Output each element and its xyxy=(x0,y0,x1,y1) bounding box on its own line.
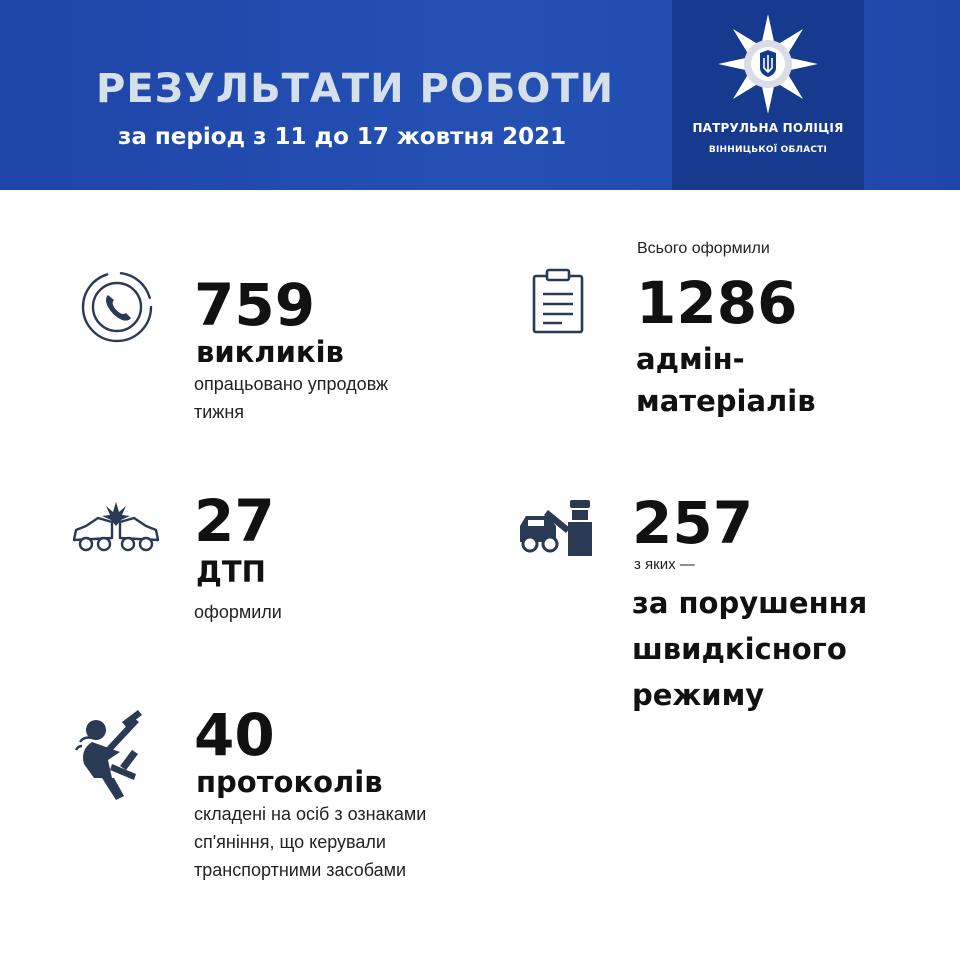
admin-unit: адмін- матеріалів xyxy=(636,342,816,418)
page-title: РЕЗУЛЬТАТИ РОБОТИ xyxy=(96,66,615,112)
speeding-value: 257 xyxy=(632,489,754,557)
drunk-description: складені на осіб з ознаками сп'яніння, що керували транспортними засобами xyxy=(194,804,427,880)
car-crash-icon xyxy=(70,500,162,560)
police-star-emblem-icon xyxy=(716,12,820,116)
calls-unit: викликів xyxy=(196,335,344,369)
speeding-detail: за порушення швидкісного режиму xyxy=(632,586,868,712)
clipboard-icon xyxy=(530,266,586,336)
logo-region: ВІННИЦЬКОЇ ОБЛАСТІ xyxy=(708,145,828,155)
phone-call-icon xyxy=(78,268,156,346)
accidents-value: 27 xyxy=(194,487,275,555)
drunk-unit: протоколів xyxy=(196,765,383,799)
accidents-description: оформили xyxy=(194,602,282,622)
speeding-pre-label: з яких — xyxy=(634,556,695,573)
admin-value: 1286 xyxy=(636,269,798,337)
drunk-driver-icon xyxy=(72,708,154,800)
calls-value: 759 xyxy=(194,271,316,339)
accidents-unit: ДТП xyxy=(196,555,266,589)
calls-description: опрацьовано упродовж тижня xyxy=(194,374,389,422)
period-subtitle: за період з 11 до 17 жовтня 2021 xyxy=(118,124,567,150)
police-logo xyxy=(672,0,864,190)
header-banner xyxy=(0,0,960,190)
admin-pre-label: Всього оформили xyxy=(637,240,770,257)
logo-name: ПАТРУЛЬНА ПОЛІЦІЯ xyxy=(692,121,844,135)
drunk-value: 40 xyxy=(194,701,275,769)
traffic-police-stop-icon xyxy=(518,496,596,558)
